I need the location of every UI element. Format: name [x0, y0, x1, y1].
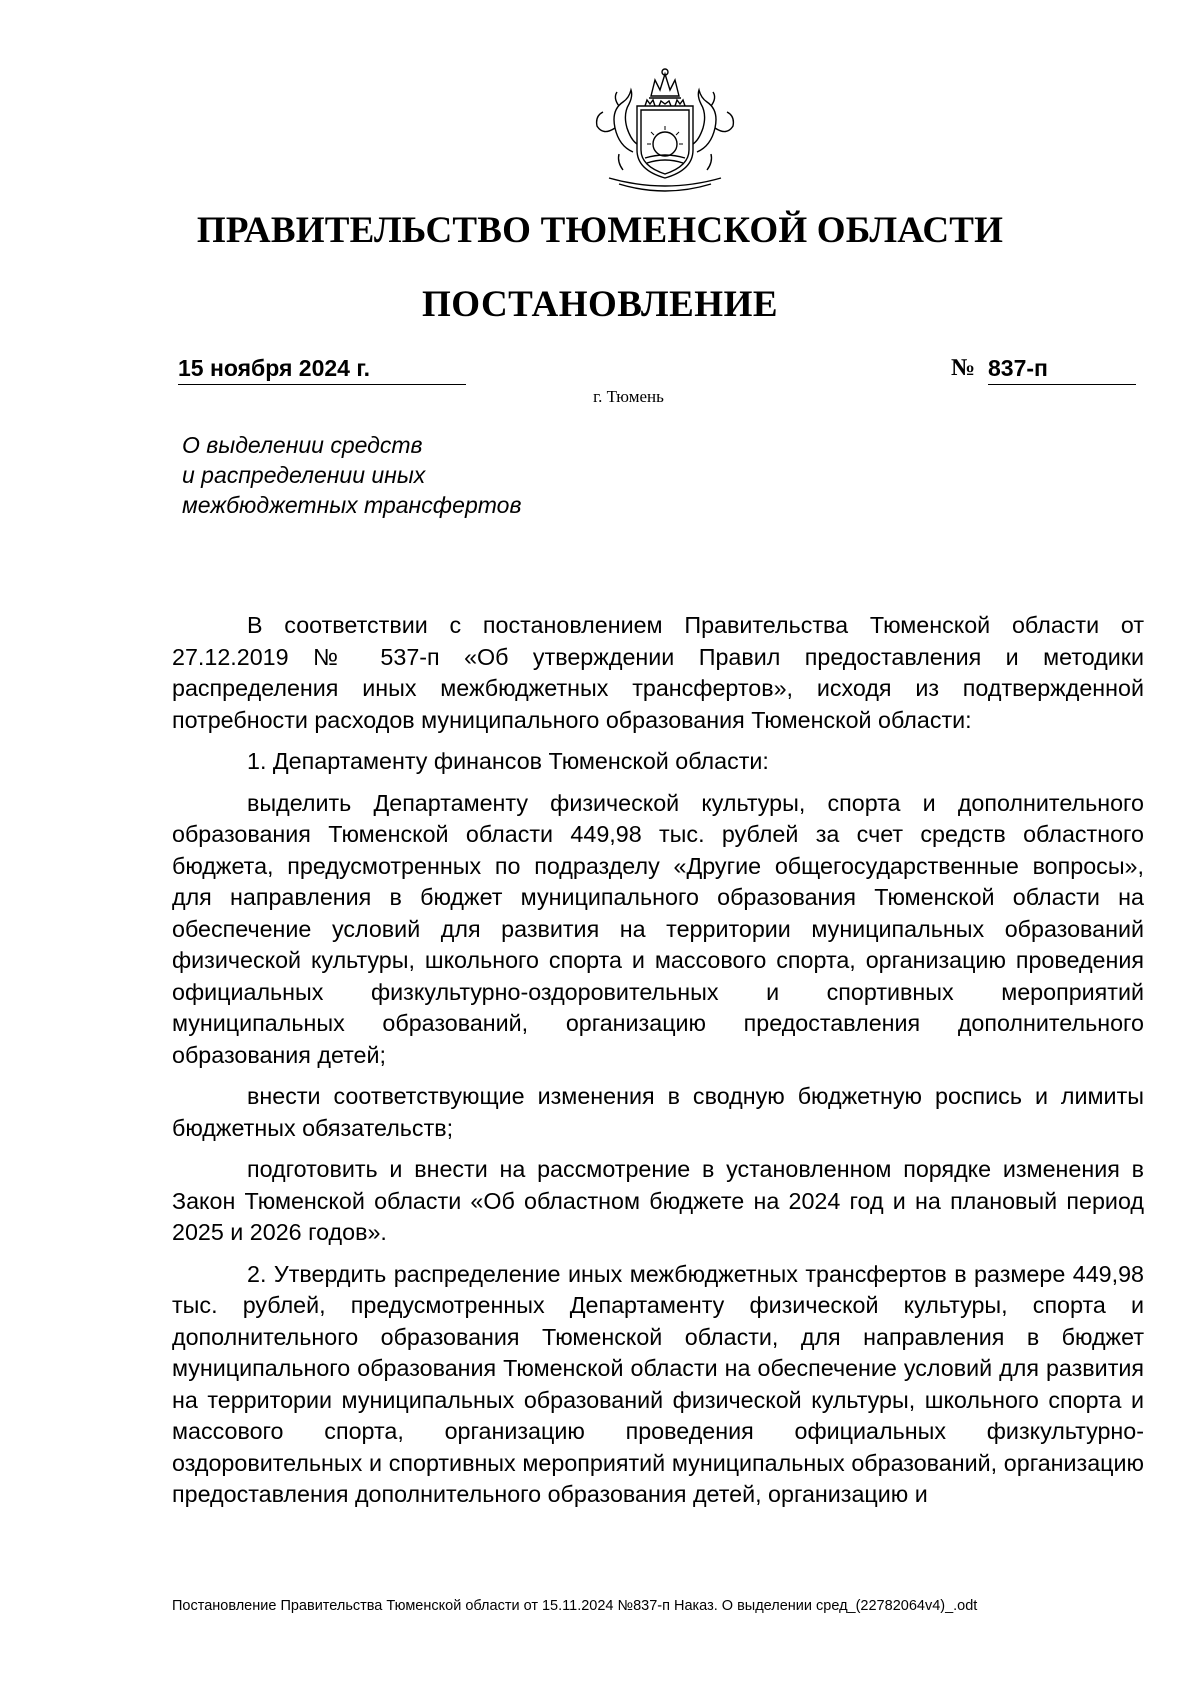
body-paragraph: 2. Утвердить распределение иных межбюджетных трансфертов в размере 449,98 тыс. рублей, предусмотренных Департаменту физической культуры, спорта и дополнительного образования Тюменской области, для направления в бюджет муниципального образования Тюменской области на обеспечение условий для развития на территории муниципальных образований физической культуры, школьного спорта и массового спорта, организацию проведения официальных физкультурно-оздоровительных и спортивных мероприятий муниципальных образований, организацию предоставления дополнительного образования детей, организацию и: [172, 1260, 1144, 1507]
document-type-title: ПОСТАНОВЛЕНИЕ: [421, 284, 779, 325]
subject-line: межбюджетных трансфертов: [182, 492, 522, 518]
subject-line: О выделении средств: [182, 432, 423, 458]
body-paragraph: внести соответствующие изменения в сводную бюджетную роспись и лимиты бюджетных обязательств;: [172, 1083, 1144, 1141]
body-paragraph: выделить Департаменту физической культуры, спорта и дополнительного образования Тюменской области 449,98 тыс. рублей за счет средств областного бюджета, предусмотренных по подразделу «Другие общегосударственные вопросы», для направления в бюджет муниципального образования Тюменской области на обеспечение условий для развития на территории муниципальных образований физической культуры, школьного спорта и массового спорта, организацию проведения официальных физкультурно-оздоровительных и спортивных мероприятий муниципальных образований, организацию предоставления дополнительного образования детей;: [172, 789, 1144, 1068]
coat-of-arms-icon: [589, 66, 742, 198]
organization-title: ПРАВИТЕЛЬСТВО ТЮМЕНСКОЙ ОБЛАСТИ: [196, 210, 1004, 251]
document-number: 837-п: [988, 352, 1136, 385]
document-body: [172, 610, 1144, 1521]
document-footer: Постановление Правительства Тюменской области от 15.11.2024 №837-п Наказ. О выделении сред_(22782064v4)_.odt: [172, 1598, 978, 1614]
document-city: г. Тюмень: [593, 387, 664, 406]
number-sign: №: [951, 355, 976, 381]
document-subject: [182, 430, 682, 520]
body-paragraph: В соответствии с постановлением Правительства Тюменской области от 27.12.2019 № 537-п «Об утверждении Правил предоставления и методики распределения иных межбюджетных трансфертов», исходя из подтвержденной потребности расходов муниципального образования Тюменской области:: [172, 612, 1144, 733]
body-paragraph: 1. Департаменту финансов Тюменской области:: [247, 748, 769, 774]
body-paragraph: подготовить и внести на рассмотрение в установленном порядке изменения в Закон Тюменской области «Об областном бюджете на 2024 год и на плановый период 2025 и 2026 годов».: [172, 1156, 1144, 1245]
subject-line: и распределении иных: [182, 462, 426, 488]
document-date: 15 ноября 2024 г.: [178, 352, 466, 385]
